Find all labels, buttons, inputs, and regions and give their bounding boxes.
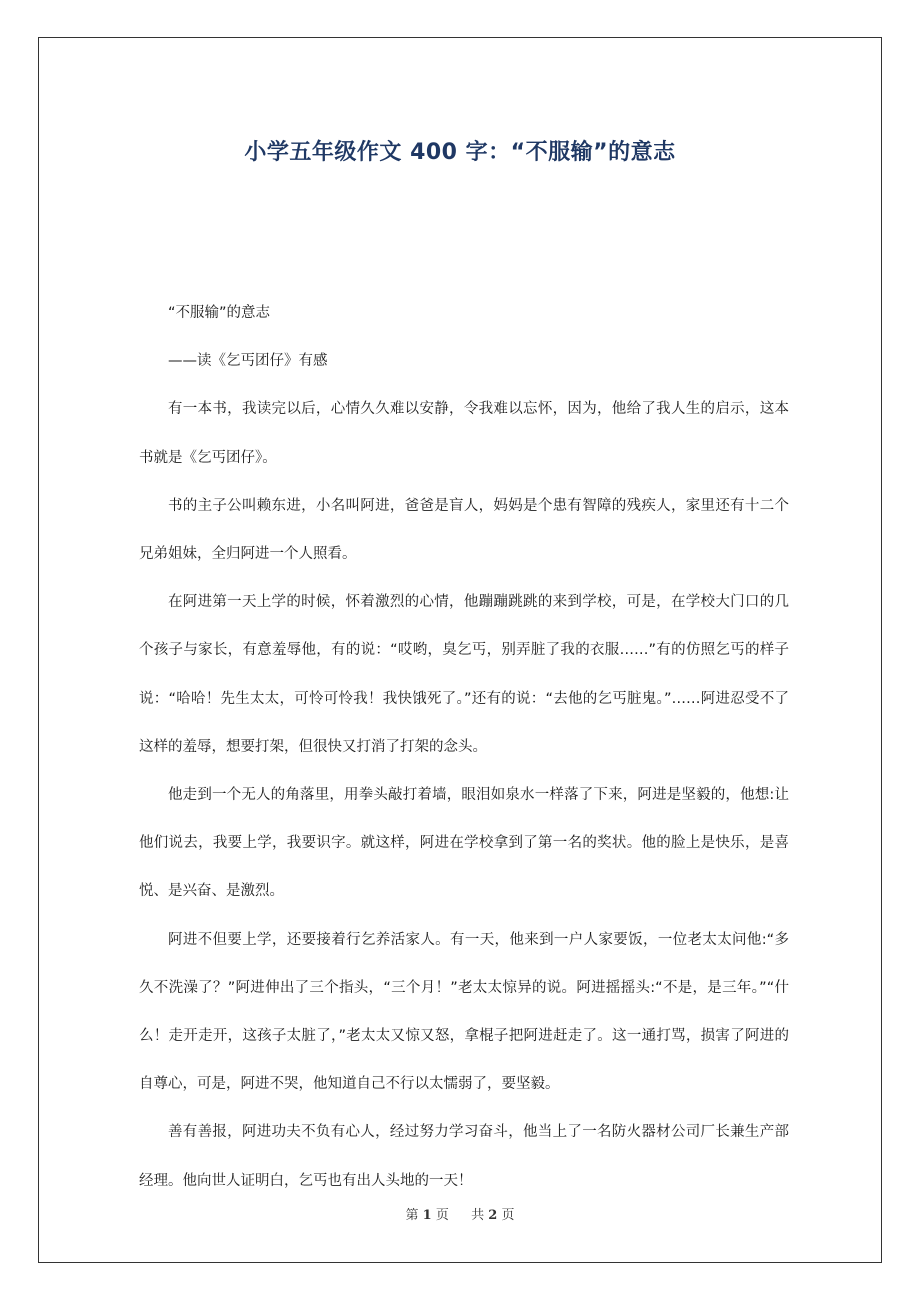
page-footer — [0, 1204, 920, 1228]
total-pages: 2 — [488, 1208, 498, 1223]
document-body — [139, 289, 789, 1205]
paragraph: 他走到一个无人的角落里，用拳头敲打着墙，眼泪如泉水一样落了下来，阿进是坚毅的，他想:让他们说去，我要上学，我要识字。就这样，阿进在学校拿到了第一名的奖状。他的脸上是快乐，是喜悦、是兴奋、是激烈。 — [139, 787, 789, 900]
page-number: 1 — [422, 1208, 432, 1223]
essay-heading: “不服输”的意志 — [168, 305, 271, 321]
paragraph: 善有善报，阿进功夫不负有心人，经过努力学习奋斗，他当上了一名防火器材公司厂长兼生产部经理。他向世人证明白，乞丐也有出人头地的一天！ — [139, 1124, 789, 1189]
paragraph: 阿进不但要上学，还要接着行乞养活家人。有一天，他来到一户人家要饭，一位老太太问他:“多久不洗澡了？”阿进伸出了三个指头，“三个月！”老太太惊异的说。阿进摇摇头:“不是，是三年。”“什么！走开走开，这孩子太脏了，”老太太又惊又怒，拿棍子把阿进赶走了。这一通打骂，损害了阿进的自尊心，可是，阿进不哭，他知道自己不行以太懦弱了，要坚毅。 — [139, 931, 789, 1093]
paragraph: 在阿进第一天上学的时候，怀着激烈的心情，他蹦蹦跳跳的来到学校，可是，在学校大门口的几个孩子与家长，有意羞辱他，有的说：“哎哟，臭乞丐，别弄脏了我的衣服……”有的仿照乞丐的样子说：“哈哈！先生太太，可怜可怜我！我快饿死了。”还有的说：“去他的乞丐脏鬼。”……阿进忍受不了这样的羞辱，想要打架，但很快又打消了打架的念头。 — [139, 594, 789, 755]
page-suffix: 页 — [435, 1208, 449, 1223]
document-title: 小学五年级作文 400 字：“不服输”的意志 — [244, 139, 676, 165]
total-suffix: 页 — [501, 1208, 515, 1223]
paragraph: 书的主子公叫赖东进，小名叫阿进，爸爸是盲人，妈妈是个患有智障的残疾人，家里还有十二个兄弟姐妹，全归阿进一个人照看。 — [139, 497, 789, 563]
page-prefix: 第 — [405, 1208, 419, 1223]
paragraph: 有一本书，我读完以后，心情久久难以安静，令我难以忘怀，因为，他给了我人生的启示，这本书就是《乞丐团仔》。 — [139, 401, 789, 466]
essay-subheading: ——读《乞丐团仔》有感 — [168, 353, 328, 370]
total-prefix: 共 — [471, 1208, 485, 1223]
